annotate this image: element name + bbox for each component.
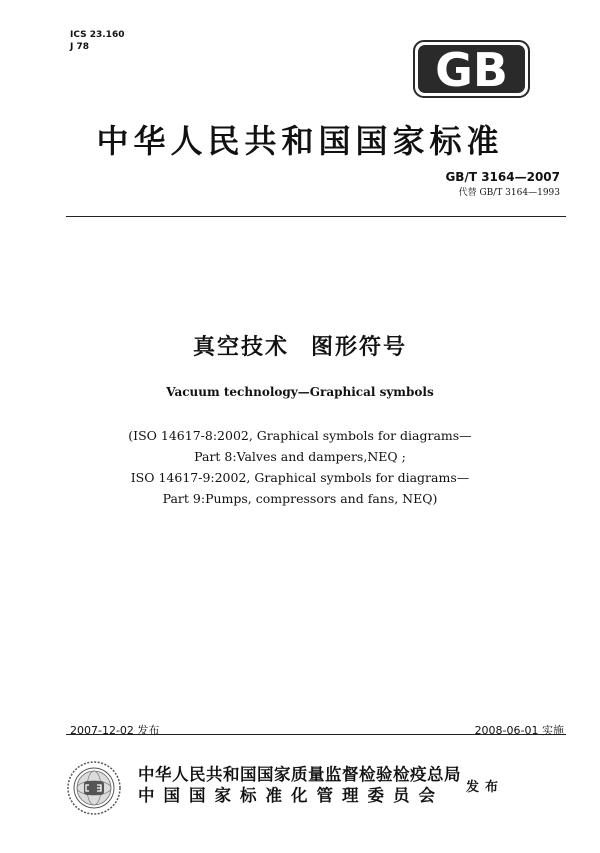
iso-references <box>0 425 600 509</box>
standard-type-heading: 中华人民共和国国家标准 <box>96 122 504 160</box>
ics-code: ICS 23.160 <box>70 30 125 40</box>
top-divider <box>66 216 566 217</box>
gb-logo-text: GB <box>435 43 508 97</box>
ccs-code: J 78 <box>70 42 90 52</box>
gb-logo <box>413 40 530 98</box>
publish-label: 发布 <box>466 780 505 795</box>
issuer-aqsiq: 中华人民共和国国家质量监督检验检疫总局 <box>138 765 461 784</box>
issuer-seal-icon <box>66 760 122 816</box>
iso-ref-line: (ISO 14617-8:2002, Graphical symbols for diagrams— <box>128 428 472 443</box>
replaces-note: 代替 GB/T 3164—1993 <box>458 188 560 198</box>
issuer-sac: 中国国家标准化管理委员会 <box>138 786 444 805</box>
iso-ref-line: Part 9:Pumps, compressors and fans, NEQ) <box>162 491 438 506</box>
document-title-zh <box>0 330 600 361</box>
classification-codes <box>70 29 124 53</box>
title-part-2: 图形符号 <box>311 335 408 360</box>
standard-code-block <box>445 170 560 198</box>
title-part-1: 真空技术 <box>192 335 289 360</box>
standard-number: GB/T 3164—2007 <box>445 170 560 184</box>
document-title-en: Vacuum technology—Graphical symbols <box>166 385 434 399</box>
bottom-divider <box>66 734 566 735</box>
implementation-date: 2008-06-01 实施 <box>474 724 564 737</box>
issuing-authorities <box>138 764 461 806</box>
iso-ref-line: ISO 14617-9:2002, Graphical symbols for diagrams— <box>130 470 470 485</box>
iso-ref-line: Part 8:Valves and dampers,NEQ ; <box>194 449 406 464</box>
issue-date: 2007-12-02 发布 <box>70 724 160 737</box>
